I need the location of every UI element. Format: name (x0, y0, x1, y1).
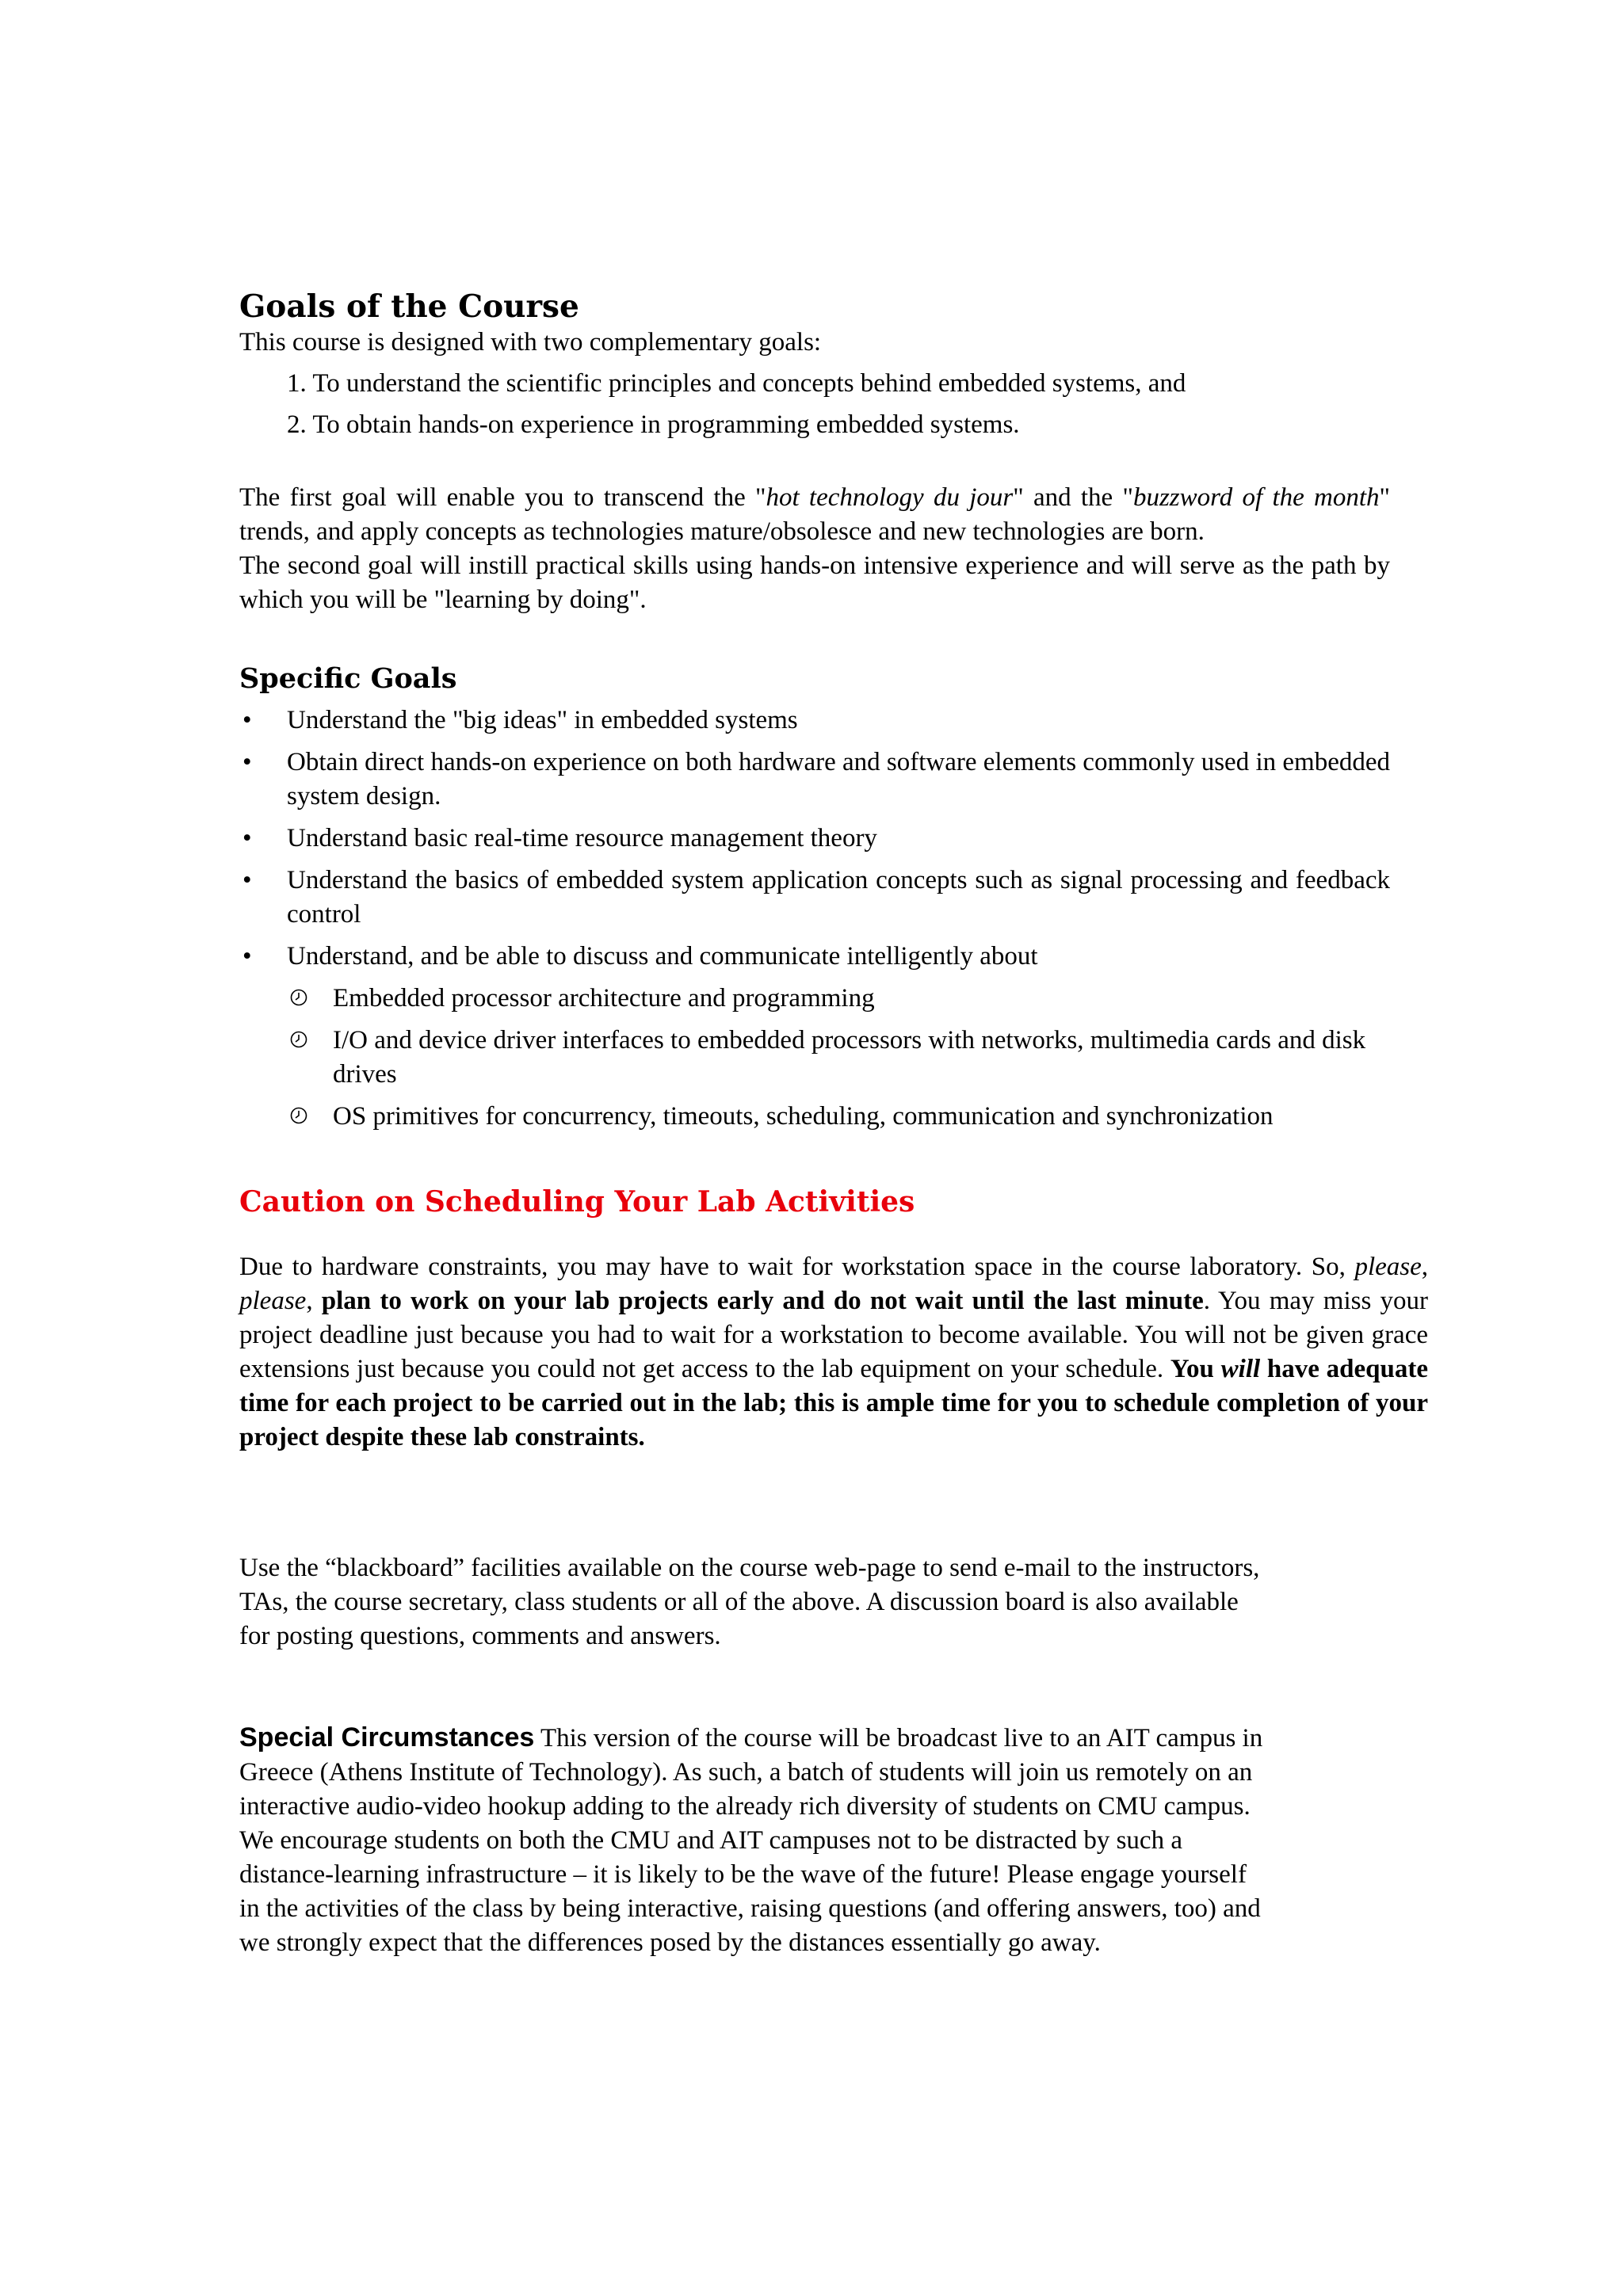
sub-goal-item (287, 1024, 1390, 1092)
specific-goal-item (239, 704, 1390, 738)
bullet-icon: • (242, 824, 252, 852)
specific-goal-text: Understand the "big ideas" in embedded systems (287, 706, 798, 734)
blackboard-line: Use the “blackboard” facilities available on the course web-page to send e-mail to the instructors, (239, 1554, 1260, 1582)
caution-text-2: , (1421, 1253, 1428, 1281)
goals-numbered-list (287, 367, 1186, 449)
specific-goal-text: Understand basic real-time resource management theory (287, 824, 877, 852)
sub-goal-item (287, 1100, 1390, 1134)
bullet-icon: • (242, 942, 252, 971)
blackboard-line: TAs, the course secretary, class students or all of the above. A discussion board is also available (239, 1588, 1239, 1616)
special-line: interactive audio-video hookup adding to the already rich diversity of students on CMU campus. (239, 1792, 1251, 1821)
clock-icon (290, 1107, 307, 1124)
specific-goal-item (239, 940, 1390, 1134)
special-line: We encourage students on both the CMU and AIT campuses not to be distracted by such a (239, 1826, 1182, 1855)
clock-icon (290, 1031, 307, 1048)
goals-item-1: 1. To understand the scientific principles and concepts behind embedded systems, and (287, 369, 1186, 398)
special-line: Greece (Athens Institute of Technology). As such, a batch of students will join us remotely on an (239, 1758, 1253, 1787)
first-goal-paragraph (239, 481, 1390, 549)
goals-heading: Goals of the Course (239, 288, 579, 325)
caution-bold-1: plan to work on your lab projects early and do not wait until the last minute (321, 1287, 1204, 1315)
specific-goals-list (239, 704, 1390, 1142)
sub-goal-text: I/O and device driver interfaces to embedded processors with networks, multimedia cards and disk drives (333, 1026, 1366, 1089)
para1-text-1: The first goal will enable you to transcend the " (239, 483, 766, 512)
caution-bold-2: You (1170, 1355, 1221, 1383)
bullet-icon: • (242, 706, 252, 734)
specific-goals-heading: Specific Goals (239, 662, 457, 695)
caution-italic-1: please (1354, 1253, 1422, 1281)
specific-goal-text: Understand, and be able to discuss and communicate intelligently about (287, 942, 1038, 971)
caution-bold-3: have adequate time for each project to be carried out in the lab; this is ample time for you to schedule completion of your project despite these lab constraints. (239, 1355, 1428, 1451)
caution-text-3: , (306, 1287, 322, 1315)
caution-heading: Caution on Scheduling Your Lab Activities (239, 1185, 915, 1219)
para1-text-2: " and the " (1013, 483, 1133, 512)
second-goal-paragraph: The second goal will instill practical skills using hands-on intensive experience and will serve as the path by which you will be "learning by doing". (239, 551, 1390, 614)
caution-text-4: . You may miss your project deadline just because you had to wait for a workstation to become available. You will not be given grace extensions just because you could not get access to the lab equipment on your schedule. (239, 1287, 1428, 1383)
para1-text-3: " trends, and apply concepts as technologies mature/obsolesce and new technologies are born. (239, 483, 1391, 546)
para1-italic-2: buzzword of the month (1132, 483, 1380, 512)
specific-goal-text: Understand the basics of embedded system application concepts such as signal processing and feedback control (287, 866, 1390, 929)
sub-goal-text: Embedded processor architecture and programming (333, 984, 875, 1013)
special-circumstances-label: Special Circumstances (239, 1722, 535, 1753)
caution-text-1: Due to hardware constraints, you may have to wait for workstation space in the course laboratory. So, (239, 1253, 1355, 1281)
specific-goal-item (239, 822, 1390, 856)
special-line: This version of the course will be broadcast live to an AIT campus in (534, 1724, 1263, 1753)
blackboard-paragraph (239, 1551, 1428, 1653)
blackboard-line: for posting questions, comments and answers. (239, 1622, 721, 1650)
goals-intro: This course is designed with two complementary goals: (239, 328, 822, 357)
caution-italic-2: please (239, 1287, 307, 1315)
clock-icon (290, 989, 307, 1006)
goals-paragraphs (239, 481, 1390, 617)
para1-italic-1: hot technology du jour (766, 483, 1014, 512)
special-line: distance-learning infrastructure – it is likely to be the wave of the future! Please engage yourself (239, 1860, 1247, 1889)
goals-item-2: 2. To obtain hands-on experience in programming embedded systems. (287, 410, 1020, 439)
bullet-icon: • (242, 866, 252, 894)
sub-goal-item (287, 982, 1390, 1016)
bullet-icon: • (242, 748, 252, 776)
specific-goal-sublist (287, 982, 1390, 1134)
special-circumstances-paragraph (239, 1721, 1428, 1960)
caution-paragraph (239, 1250, 1428, 1455)
sub-goal-text: OS primitives for concurrency, timeouts, scheduling, communication and synchronization (333, 1102, 1274, 1131)
special-line: we strongly expect that the differences posed by the distances essentially go away. (239, 1928, 1101, 1957)
special-line: in the activities of the class by being interactive, raising questions (and offering answers, too) and (239, 1894, 1261, 1923)
specific-goal-text: Obtain direct hands-on experience on both hardware and software elements commonly used in embedded system design. (287, 748, 1390, 810)
caution-bold-italic: will (1220, 1355, 1261, 1383)
specific-goal-item (239, 864, 1390, 932)
specific-goal-item (239, 746, 1390, 814)
